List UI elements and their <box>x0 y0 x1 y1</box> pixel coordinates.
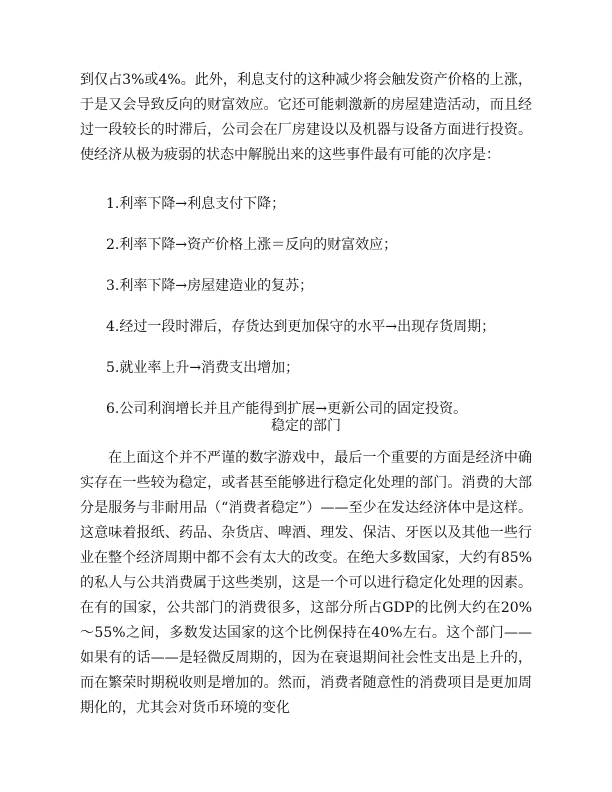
list-item: 5.就业率上升→消费支出增加； <box>106 360 300 376</box>
event-sequence-list <box>80 194 532 440</box>
list-item: 1.利率下降→利息支付下降； <box>106 196 286 212</box>
list-item: 6.公司利润增长并且产能得到扩展→更新公司的固定投资。 <box>106 401 468 417</box>
body-paragraph: 在上面这个并不严谨的数字游戏中，最后一个重要的方面是经济中确实存在一些较为稳定，或者甚至能够进行稳定化处理的部门。消费的大部分是服务与非耐用品（“消费者稳定”）——至少在发达经济体中是这样。这意味着报纸、药品、杂货店、啤酒、理发、保洁、牙医以及其他一些行业在整个经济周期中都不会有太大的改变。在绝大多数国家，大约有85%的私人与公共消费属于这些类别，这是一个可以进行稳定化处理的因素。在有的国家，公共部门的消费很多，这部分所占GDP的比例大约在20%～55%之间，多数发达国家的这个比例保持在40%左右。这个部门——如果有的话——是轻微反周期的，因为在衰退期间社会性支出是上升的，而在繁荣时期税收则是增加的。然而，消费者随意性的消费项目是更加周期化的，尤其会对货币环境的变化 <box>80 450 532 716</box>
list-item: 4.经过一段时滞后，存货达到更加保守的水平→出现存货周期； <box>106 319 496 335</box>
list-item: 2.利率下降→资产价格上涨＝反向的财富效应； <box>106 237 398 253</box>
section-heading: 稳定的部门 <box>271 418 341 434</box>
intro-paragraph: 到仅占3%或4%。此外，利息支付的这种减少将会触发资产价格的上涨，于是又会导致反向的财富效应。它还可能刺激新的房屋建造活动，而且经过一段较长的时滞后，公司会在厂房建设以及机器与设备方面进行投资。使经济从极为疲弱的状态中解脱出来的这些事件最有可能的次序是： <box>80 72 532 163</box>
list-item: 3.利率下降→房屋建造业的复苏； <box>106 278 314 294</box>
